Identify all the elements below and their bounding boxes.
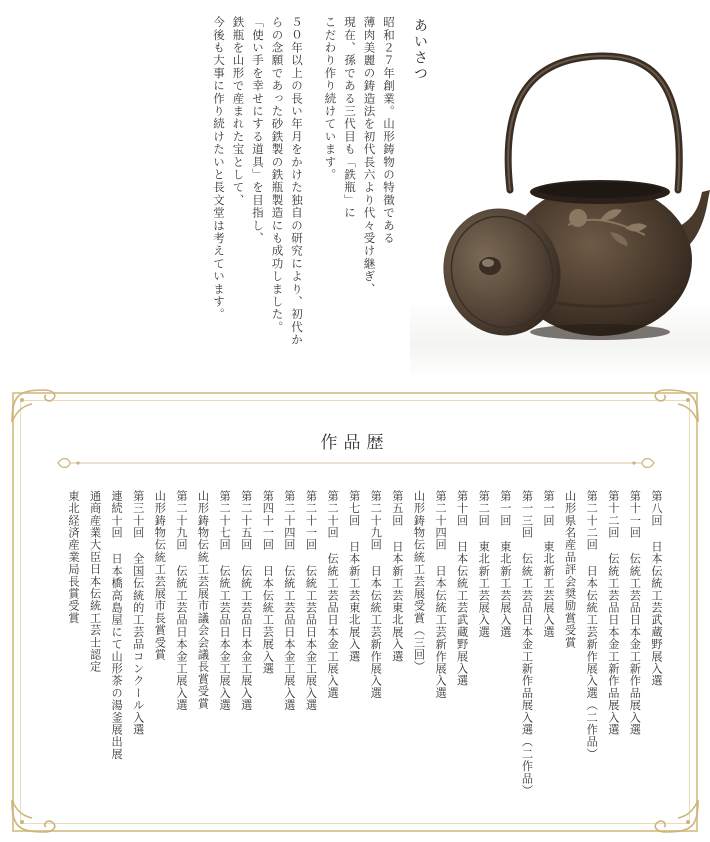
greeting-line: らの念願であった砂鉄製の鉄瓶製造にも成功しました。 — [270, 16, 285, 334]
list-item: 第八回 日本伝統工芸武蔵野展入選 — [650, 490, 663, 687]
corner-ornament — [642, 796, 702, 836]
greeting-line: 現在、孫である三代目も「鉄瓶」に — [343, 16, 357, 220]
greeting-text — [213, 16, 395, 346]
list-item: 第一三回 伝統工芸品日本金工新作品展入選（二作品） — [520, 490, 534, 797]
greeting-title: あいさつ — [412, 18, 428, 82]
list-item: 第四十一回 日本伝統工芸展入選 — [261, 490, 275, 675]
greeting-line: ５０年以上の長い年月をかけた独自の研究により、初代か — [290, 16, 304, 347]
list-item: 第十一回 伝統工芸品日本金工新作品展入選 — [628, 490, 642, 736]
corner-ornament — [8, 386, 68, 426]
greeting-line: 鉄瓶を山形で産まれた宝として、 — [231, 16, 246, 207]
list-item: 第一回 東北新工芸展入選 — [542, 490, 556, 639]
list-item: 東北経済産業局長賞受賞 — [66, 490, 80, 625]
list-item: 第二十九回 日本伝統工芸新作展入選 — [369, 490, 383, 700]
list-item: 山形県名産品評会奨励賞受賞 — [563, 490, 577, 649]
list-item: 第二十四回 日本伝統工芸新作展入選 — [434, 490, 448, 700]
list-item: 山形鋳物伝統工芸展受賞（三回） — [412, 490, 426, 673]
list-item: 第二回 東北新工芸展入選 — [477, 490, 491, 639]
history-list — [68, 490, 662, 797]
greeting-line: こだわり作り続けています。 — [323, 16, 338, 182]
list-item: 第二十四回 伝統工芸品日本金工展入選 — [282, 490, 296, 712]
iron-kettle-image — [440, 40, 710, 370]
list-item: 第二十二回 日本伝統工芸新作展入選（二作品） — [585, 490, 599, 761]
list-item: 第一回 東北新工芸展入選 — [498, 490, 512, 639]
greeting-line: 薄肉美麗の鋳造法を初代長六より代々受け継ぎ、 — [362, 16, 377, 296]
greeting-line: 「使い手を幸せにする道具」を目指し、 — [251, 16, 265, 245]
corner-ornament — [8, 796, 68, 836]
greeting-line — [310, 16, 316, 346]
list-item: 第十二回 伝統工芸品日本金工新作品展入選 — [606, 490, 620, 736]
list-item: 第七回 日本新工芸東北展入選 — [347, 490, 361, 663]
list-item: 第五回 日本新工芸東北展入選 — [390, 490, 404, 663]
corner-ornament — [642, 386, 702, 426]
list-item: 第二十九回 伝統工芸品日本金工展入選 — [174, 490, 188, 712]
ornamental-divider — [56, 456, 656, 470]
greeting-line: 昭和２７年創業。山形鋳物の特徴である — [382, 16, 396, 245]
list-item: 山形鋳物伝統工芸展市議会会議長賞受賞 — [196, 490, 210, 710]
list-item: 通商産業大臣日本伝統工芸士認定 — [88, 490, 102, 673]
history-title: 作品歴 — [320, 433, 390, 453]
list-item: 第二十七回 伝統工芸品日本金工展入選 — [218, 490, 232, 712]
list-item: 第十回 日本伝統工芸武蔵野展入選 — [455, 490, 469, 687]
list-item: 連続十回 日本橋高島屋にて山形茶の湯釜展出展 — [110, 490, 124, 761]
list-item: 第三十回 全国伝統的工芸品コンクール入選 — [131, 490, 145, 736]
list-item: 第二十一回 伝統工芸品日本金工展入選 — [304, 490, 318, 712]
list-item: 山形鋳物伝統工芸展市長賞受賞 — [153, 490, 167, 661]
greeting-line: 今後も大事に作り続けたいと長文堂は考えています。 — [212, 16, 226, 321]
list-item: 第二十五回 伝統工芸品日本金工展入選 — [239, 490, 253, 712]
list-item: 第二十回 伝統工芸品日本金工展入選 — [326, 490, 340, 700]
greeting-section — [140, 10, 430, 347]
